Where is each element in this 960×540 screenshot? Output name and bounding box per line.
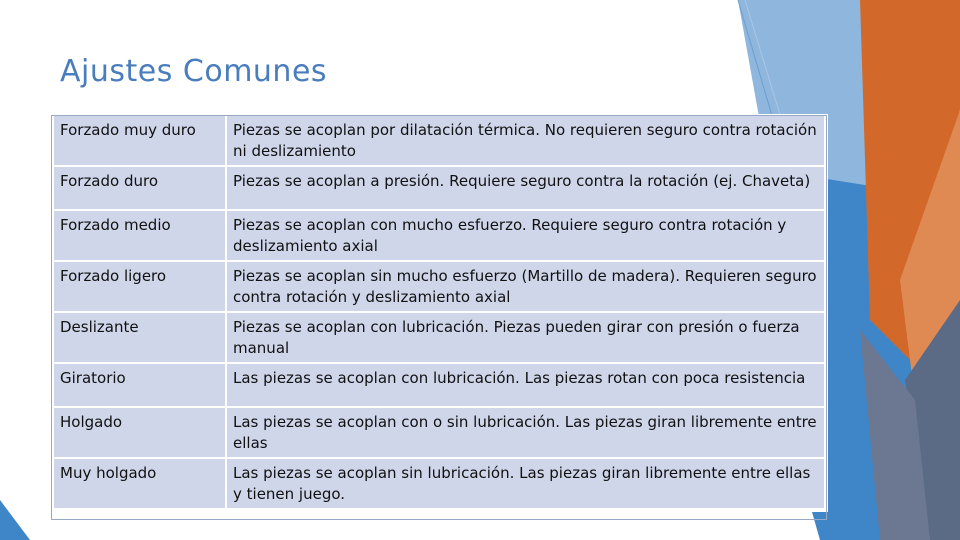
- table-row: [53, 261, 825, 312]
- fit-description-cell: Piezas se acoplan con mucho esfuerzo. Requiere seguro contra rotación y deslizamiento axial: [226, 210, 825, 261]
- fit-description-cell: Piezas se acoplan sin mucho esfuerzo (Martillo de madera). Requieren seguro contra rotación y deslizamiento axial: [226, 261, 825, 312]
- table-row: [53, 166, 825, 210]
- fit-description-cell: Las piezas se acoplan con o sin lubricación. Las piezas giran libremente entre ellas: [226, 407, 825, 458]
- table-row: [53, 116, 825, 166]
- small-blue-triangle: [0, 500, 30, 540]
- fit-type-cell: Forzado medio: [53, 210, 226, 261]
- fit-type-cell: Giratorio: [53, 363, 226, 407]
- slide-title: Ajustes Comunes: [60, 54, 328, 89]
- fit-description-cell: Piezas se acoplan por dilatación térmica. No requieren seguro contra rotación ni deslizamiento: [226, 116, 825, 166]
- fit-type-cell: Forzado muy duro: [53, 116, 226, 166]
- fit-description-cell: Piezas se acoplan a presión. Requiere seguro contra la rotación (ej. Chaveta): [226, 166, 825, 210]
- table-row: [53, 407, 825, 458]
- fit-type-cell: Muy holgado: [53, 458, 226, 509]
- fits-table: [52, 116, 826, 510]
- table-row: [53, 210, 825, 261]
- table-row: [53, 312, 825, 363]
- fit-type-cell: Deslizante: [53, 312, 226, 363]
- fit-description-cell: Piezas se acoplan con lubricación. Piezas pueden girar con presión o fuerza manual: [226, 312, 825, 363]
- table-row: [53, 363, 825, 407]
- fit-type-cell: Forzado duro: [53, 166, 226, 210]
- fit-description-cell: Las piezas se acoplan con lubricación. Las piezas rotan con poca resistencia: [226, 363, 825, 407]
- fit-type-cell: Holgado: [53, 407, 226, 458]
- fit-type-cell: Forzado ligero: [53, 261, 226, 312]
- table-row: [53, 458, 825, 509]
- fit-description-cell: Las piezas se acoplan sin lubricación. Las piezas giran libremente entre ellas y tienen juego.: [226, 458, 825, 509]
- fits-table-body: [53, 116, 825, 509]
